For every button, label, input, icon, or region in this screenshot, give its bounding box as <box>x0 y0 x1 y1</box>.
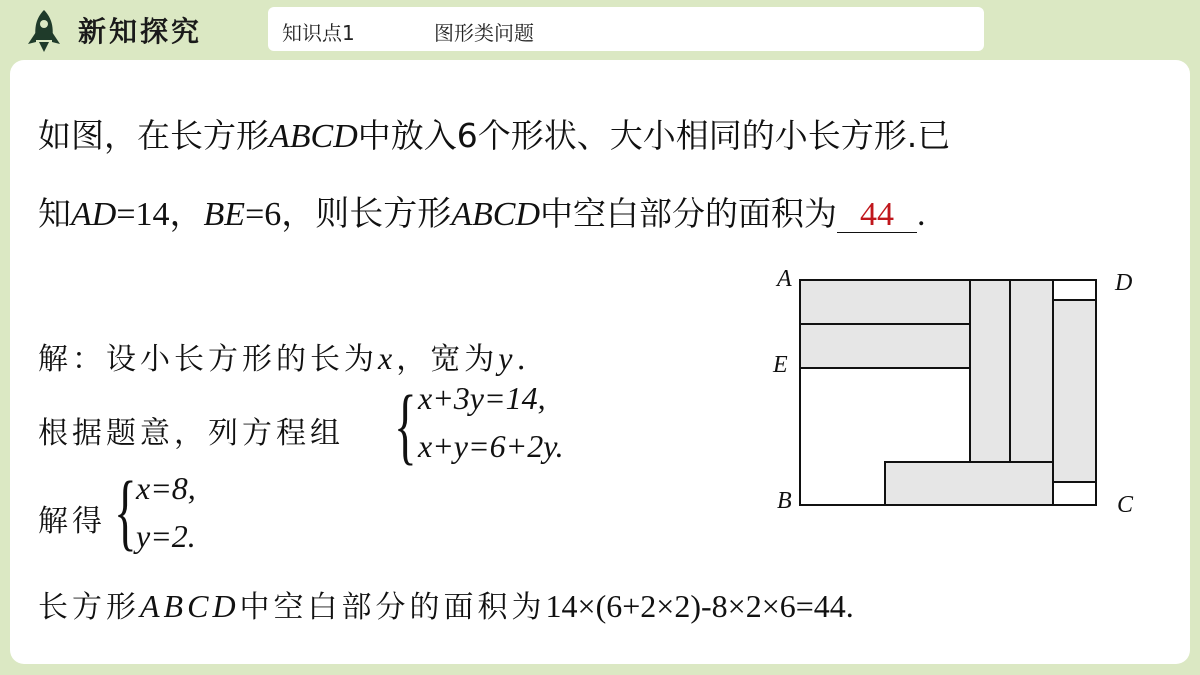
vertex-d: D <box>1115 270 1133 296</box>
var-x: x <box>378 340 397 376</box>
small-rectangle <box>885 462 1053 505</box>
solution-text: . <box>516 342 530 377</box>
solution-text: 根据题意，列方程组 <box>38 416 344 451</box>
header <box>0 0 1200 60</box>
vertex-c: C <box>1117 492 1134 518</box>
answer-blank: 44 <box>837 198 917 233</box>
var-y: y <box>498 340 517 376</box>
solution-text: 解：设小长方形的长为 <box>38 342 378 377</box>
problem-text: 中空白部分的面积为 <box>540 194 838 233</box>
equation-1 <box>418 380 546 417</box>
solution-value: y=2. <box>136 518 196 554</box>
area-calculation: 14×(6+2×2)-8×2×6=44. <box>545 588 854 624</box>
vertex-e: E <box>773 352 788 378</box>
brace-solution: { <box>114 463 137 559</box>
rect-name: ABCD <box>451 196 541 233</box>
brace-system: { <box>394 377 417 473</box>
content-card <box>10 60 1190 664</box>
equation-text: x+3y=14, <box>418 380 546 416</box>
rect-name: ABCD <box>140 588 240 624</box>
problem-line-1 <box>38 110 950 157</box>
small-rectangle <box>1053 300 1096 482</box>
ad-value: =14， <box>116 196 204 233</box>
solution-line-2 <box>38 408 344 452</box>
solution-text: 中空白部分的面积为 <box>239 590 546 625</box>
problem-text: 如图，在长方形 <box>38 116 269 155</box>
solution-y <box>136 518 196 555</box>
topic-label: 图形类问题 <box>434 21 534 45</box>
solution-line-1 <box>38 334 530 378</box>
rocket-icon <box>22 8 66 54</box>
vertex-b: B <box>777 488 792 514</box>
small-rectangle <box>800 280 970 324</box>
solution-text: 长方形 <box>38 590 140 625</box>
small-rectangle <box>970 280 1010 462</box>
problem-text: 知 <box>38 194 71 233</box>
small-rectangle <box>1010 280 1053 462</box>
solution-line-3 <box>38 496 106 540</box>
rect-name: ABCD <box>269 118 358 155</box>
solution-text: ，宽为 <box>396 342 499 377</box>
vertex-a: A <box>777 266 792 292</box>
equation-2 <box>418 428 564 465</box>
small-rectangle <box>800 324 970 368</box>
solution-text: 解得 <box>38 504 106 539</box>
rectangle-diagram <box>755 260 1155 530</box>
segment-be: BE <box>203 196 246 233</box>
knowledge-point-label: 知识点1 <box>282 21 355 45</box>
section-title: 新知探究 <box>78 15 203 48</box>
solution-value: x=8, <box>136 470 196 506</box>
equation-text: x+y=6+2y. <box>418 428 564 464</box>
solution-line-4 <box>38 582 854 626</box>
period: . <box>917 196 926 233</box>
segment-ad: AD <box>71 196 117 233</box>
problem-text: 中放入6个形状、大小相同的小长方形.已 <box>357 116 951 155</box>
solution-x <box>136 470 196 507</box>
problem-line-2 <box>38 186 926 235</box>
be-value: =6，则长方形 <box>245 196 452 233</box>
topic-bar <box>268 7 984 51</box>
